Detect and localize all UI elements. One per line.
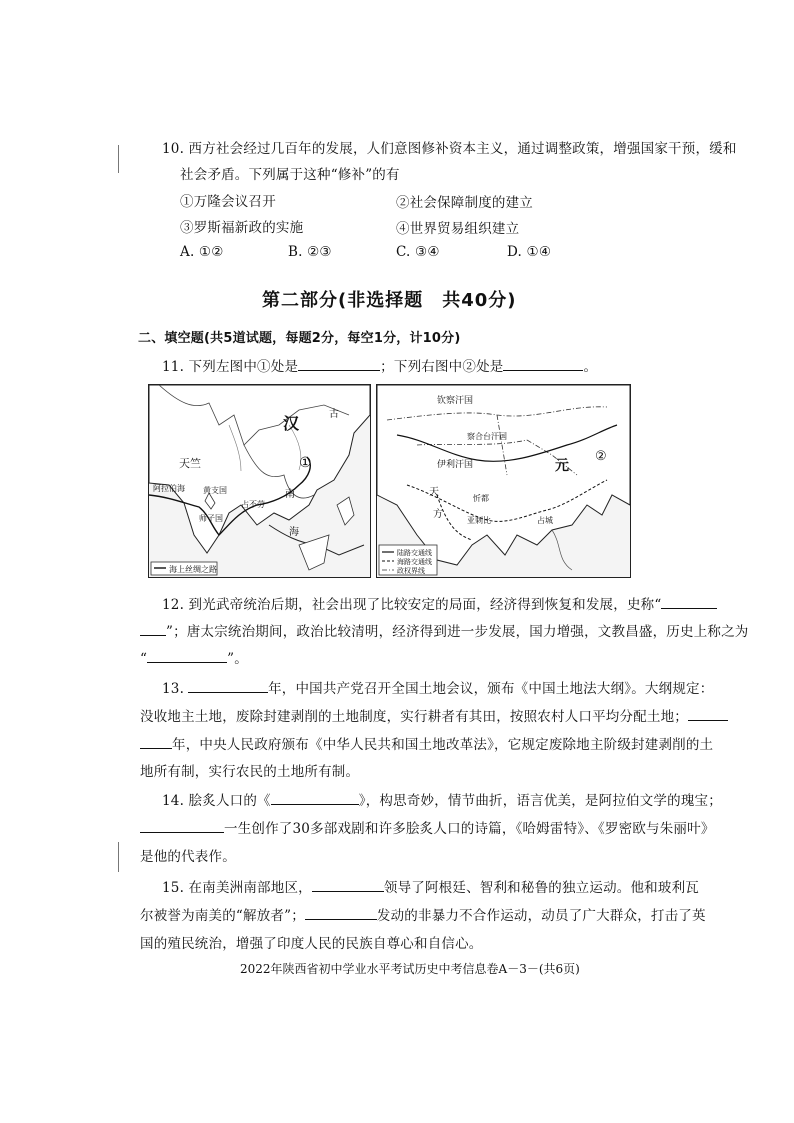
right-map <box>376 384 631 578</box>
q15-blank-2[interactable] <box>305 905 377 920</box>
page-footer: 2022年陕西省初中学业水平考试历史中考信息卷A－3－(共6页) <box>240 962 580 976</box>
right-map-label-fang: 方 <box>433 509 443 520</box>
q15-line2-head: 尔被誉为南美的“解放者”； <box>140 908 305 924</box>
q11-text-b: ；下列右图中②处是 <box>380 359 504 375</box>
q11-text-a: 11. 下列左图中①处是 <box>162 359 299 375</box>
q10-choice-a: A. ①② <box>180 244 224 260</box>
left-map-label-shiluo: 师子国 <box>199 514 223 523</box>
q11-text-c: 。 <box>583 359 598 375</box>
q15-line1-head: 15. 在南美洲南部地区， <box>162 880 312 896</box>
q12-line3 <box>140 647 248 667</box>
q14-line1-tail: 》，构思奇妙，情节曲折，语言优美，是阿拉伯文学的瑰宝； <box>358 793 722 809</box>
q10-option-2: ②社会保障制度的建立 <box>396 195 533 211</box>
q13-blank-1[interactable] <box>188 678 268 693</box>
q15-line1 <box>162 876 699 896</box>
left-map-label-gu: 古 <box>329 409 339 420</box>
right-map-label-yuan: 元 <box>555 458 569 474</box>
right-map-legend-sea: 海路交通线 <box>397 558 432 566</box>
q10-stem-line1: 10. 西方社会经过几百年的发展，人们意图修补资本主义，通过调整政策，增强国家干预，缓和 <box>162 141 737 157</box>
q10-choice-d: D. ①④ <box>507 244 552 260</box>
q13-line2 <box>140 705 728 725</box>
q15-blank-1[interactable] <box>312 877 384 892</box>
left-map-label-hai: 海 <box>289 527 299 538</box>
right-map-legend-land: 陆路交通线 <box>397 549 432 557</box>
scan-edge-mark-bottom <box>118 842 119 872</box>
right-map-label-qincha: 钦察汗国 <box>437 396 474 406</box>
q10-choice-b: B. ②③ <box>288 244 332 260</box>
q14-line3: 是他的代表作。 <box>140 849 236 865</box>
right-map-label-tian: 天 <box>429 487 439 498</box>
q13-num: 13. <box>162 681 185 697</box>
q13-blank-2b[interactable] <box>140 734 172 749</box>
q14-blank-2[interactable] <box>140 818 224 833</box>
q13-line3 <box>140 733 713 753</box>
q15-line2 <box>140 904 706 924</box>
q12-line1-text: 12. 到光武帝统治后期，社会出现了比较安定的局面，经济得到恢复和发展，史称“ <box>162 597 662 613</box>
q13-line4: 地所有制，实行农民的土地所有制。 <box>140 764 360 780</box>
right-map-label-ilkhan: 伊利汗国 <box>437 460 474 470</box>
right-map-legend-border: 政权界线 <box>397 567 425 575</box>
left-map-legend-label: 海上丝绸之路 <box>169 565 217 574</box>
q12-line3-tail: ”。 <box>227 651 248 667</box>
right-map-label-chaghatai: 察合台汗国 <box>467 432 507 441</box>
left-map-label-huangzhi: 黄支国 <box>203 486 227 495</box>
q12-line3-head: “ <box>140 651 148 667</box>
left-map-label-alabo: 阿拉伯海 <box>153 484 185 493</box>
q10-option-3: ③罗斯福新政的实施 <box>180 220 304 236</box>
q12-line1 <box>162 593 717 613</box>
q12-blank-1a[interactable] <box>661 594 717 609</box>
q11-blank-2[interactable] <box>503 356 583 371</box>
q13-blank-2a[interactable] <box>688 706 728 721</box>
q14-line1-head: 14. 脍炙人口的《 <box>162 793 271 809</box>
right-map-label-xidu: 忻都 <box>473 494 489 503</box>
q10-choice-c: C. ③④ <box>396 244 440 260</box>
q11-blank-1[interactable] <box>298 356 380 371</box>
q12-line2-text: ”；唐太宗统治期间，政治比较清明，经济得到进一步发展，国力增强，文教昌盛，历史上称之为 <box>166 624 749 640</box>
left-map-marker-1: ① <box>299 455 312 471</box>
q12-line2 <box>140 620 749 640</box>
q14-line1 <box>162 789 722 809</box>
right-map-label-ala: 亚刺比 <box>467 516 491 525</box>
q12-blank-1b[interactable] <box>140 621 166 636</box>
q15-line3: 国的殖民统治，增强了印度人民的民族自尊心和自信心。 <box>140 936 483 952</box>
right-map-label-zhancheng: 占城 <box>537 516 553 525</box>
q15-line1-tail: 领导了阿根廷、智利和秘鲁的独立运动。他和玻利瓦 <box>383 880 699 896</box>
left-map-label-tianzhu: 天竺 <box>179 457 201 470</box>
section-heading: 二、填空题(共5道试题，每题2分，每空1分，计10分) <box>138 331 461 346</box>
q14-line2 <box>140 817 715 837</box>
q10-option-1: ①万隆会议召开 <box>180 194 276 210</box>
q14-line2-text: 一生创作了30多部戏剧和许多脍炙人口的诗篇，《哈姆雷特》、《罗密欧与朱丽叶》 <box>224 821 715 837</box>
left-map-label-zhanbu: 占不劳 <box>241 500 265 509</box>
q14-blank-1[interactable] <box>271 790 359 805</box>
left-map <box>148 384 371 578</box>
q13-line2-text: 没收地主土地，废除封建剥削的土地制度，实行耕者有其田，按照农村人口平均分配土地； <box>140 709 688 725</box>
q11-text <box>162 355 597 375</box>
right-map-marker-2: ② <box>595 449 607 464</box>
q13-line3-text: 年，中央人民政府颁布《中华人民共和国土地改革法》，它规定废除地主阶级封建剥削的土 <box>172 737 714 753</box>
q15-line2-tail: 发动的非暴力不合作运动，动员了广大群众，打击了英 <box>376 908 706 924</box>
left-map-label-nan: 南 <box>285 489 295 500</box>
part2-title: 第二部分(非选择题 共40分) <box>262 290 517 311</box>
q13-line1 <box>162 677 713 697</box>
q10-option-4: ④世界贸易组织建立 <box>396 221 520 237</box>
q12-blank-2[interactable] <box>147 648 227 663</box>
left-map-label-han: 汉 <box>283 414 300 433</box>
q13-line1-text: 年，中国共产党召开全国土地会议，颁布《中国土地法大纲》。大纲规定： <box>268 681 714 697</box>
q10-stem-line2: 社会矛盾。下列属于这种“修补”的有 <box>180 167 400 183</box>
scan-edge-mark-top <box>118 145 119 173</box>
